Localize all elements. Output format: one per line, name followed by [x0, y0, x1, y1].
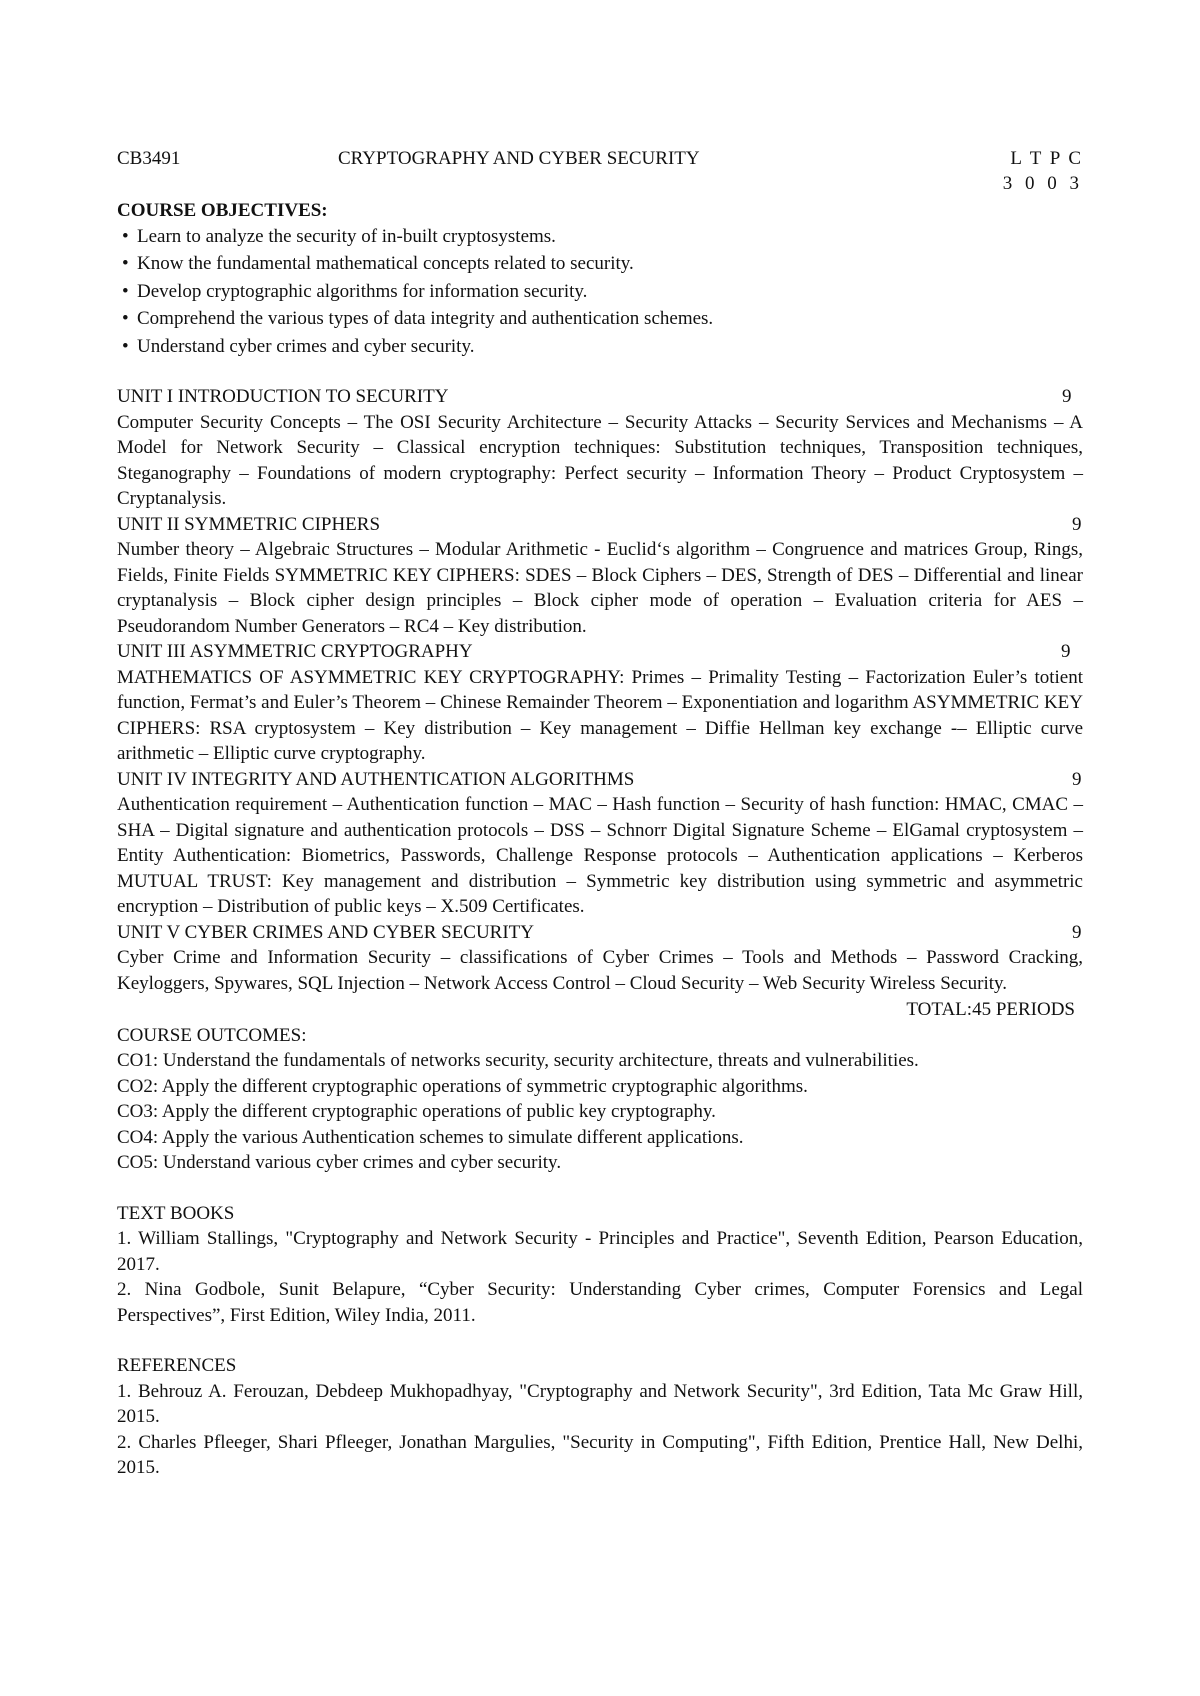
unit-4-title: [117, 767, 1083, 793]
reference-item: 1. Behrouz A. Ferouzan, Debdeep Mukhopadhyay, "Cryptography and Network Security", 3rd Edition, Tata Mc Graw Hill, 2015.: [117, 1380, 1083, 1427]
unit-hours: 9: [1061, 641, 1071, 662]
text-books-heading: TEXT BOOKS: [117, 1202, 235, 1224]
unit-2-content: Number theory – Algebraic Structures – Modular Arithmetic - Euclid‘s algorithm – Congruence and matrices Group, Rings, Fields, Finite Fields SYMMETRIC KEY CIPHERS: SDES – Block Ciphers – DES, Strength of DES – Differential and linear cryptanalysis – Block cipher design principles – Block cipher mode of operation – Evaluation criteria for AES – Pseudorandom Number Generators – RC4 – Key distribution.: [117, 539, 1083, 637]
unit-title-text: UNIT V CYBER CRIMES AND CYBER SECURITY: [117, 921, 535, 943]
references-heading: REFERENCES: [117, 1355, 237, 1376]
syllabus-page: [117, 146, 1083, 1481]
unit-hours: 9: [1072, 921, 1082, 943]
unit-2-title: [117, 512, 1083, 538]
course-title: CRYPTOGRAPHY AND CYBER SECURITY: [338, 148, 700, 169]
objective-text: Comprehend the various types of data integrity and authentication schemes.: [137, 308, 714, 329]
outcome-item: CO2: Apply the different cryptographic operations of symmetric cryptographic algorithms.: [117, 1075, 808, 1097]
unit-title-text: UNIT I INTRODUCTION TO SECURITY: [117, 386, 449, 407]
objective-text: Learn to analyze the security of in-built cryptosystems.: [137, 225, 556, 247]
unit-title-text: UNIT IV INTEGRITY AND AUTHENTICATION ALGORITHMS: [117, 768, 635, 790]
bullet-icon: •: [122, 225, 129, 247]
ltpc-labels: L T P C: [1010, 148, 1083, 169]
list-item: [117, 224, 1083, 252]
objective-text: Develop cryptographic algorithms for information security.: [137, 280, 588, 302]
objectives-list: [117, 224, 1083, 362]
unit-1-title: [117, 384, 1083, 410]
list-item: [117, 334, 1083, 362]
text-book-item: 1. William Stallings, "Cryptography and Network Security - Principles and Practice", Seventh Edition, Pearson Education, 2017.: [117, 1228, 1083, 1275]
text-book-item: 2. Nina Godbole, Sunit Belapure, “Cyber Security: Understanding Cyber crimes, Computer Forensics and Legal Perspectives”, First Edition, Wiley India, 2011.: [117, 1279, 1083, 1326]
total-periods: TOTAL:45 PERIODS: [906, 999, 1075, 1020]
unit-3-title: [117, 639, 1083, 665]
reference-item: 2. Charles Pfleeger, Shari Pfleeger, Jonathan Margulies, "Security in Computing", Fifth Edition, Prentice Hall, New Delhi, 2015.: [117, 1431, 1083, 1478]
bullet-icon: •: [122, 308, 129, 329]
objective-text: Know the fundamental mathematical concepts related to security.: [137, 253, 634, 274]
ltpc-values: 3 0 0 3: [1002, 173, 1083, 194]
unit-1-content: Computer Security Concepts – The OSI Security Architecture – Security Attacks – Security Services and Mechanisms – A Model for Network Security – Classical encryption techniques: Substitution techniques, Transposition techniques, Steganography – Foundations of modern cryptography: Perfect security – Information Theory – Product Cryptosystem – Cryptanalysis.: [117, 411, 1083, 509]
outcome-item: CO3: Apply the different cryptographic operations of public key cryptography.: [117, 1101, 716, 1122]
objective-text: Understand cyber crimes and cyber security.: [137, 335, 475, 357]
outcome-item: CO5: Understand various cyber crimes and cyber security.: [117, 1152, 562, 1173]
unit-hours: 9: [1072, 768, 1082, 790]
unit-5-title: [117, 920, 1083, 946]
objectives-heading: COURSE OBJECTIVES:: [117, 200, 328, 221]
list-item: [117, 279, 1083, 307]
unit-hours: 9: [1072, 513, 1082, 535]
bullet-icon: •: [122, 335, 129, 357]
course-header: [117, 146, 1083, 171]
unit-4-content: Authentication requirement – Authentication function – MAC – Hash function – Security of hash function: HMAC, CMAC – SHA – Digital signature and authentication protocols – DSS – Schnorr Digital Signature Scheme – ElGamal cryptosystem – Entity Authentication: Biometrics, Passwords, Challenge Response protocols – Authentication applications – Kerberos MUTUAL TRUST: Key management and distribution – Symmetric key distribution using symmetric and asymmetric encryption – Distribution of public keys – X.509 Certificates.: [117, 794, 1083, 917]
unit-title-text: UNIT III ASYMMETRIC CRYPTOGRAPHY: [117, 641, 473, 662]
bullet-icon: •: [122, 253, 129, 274]
list-item: [117, 251, 1083, 279]
unit-title-text: UNIT II SYMMETRIC CIPHERS: [117, 513, 381, 535]
unit-3-content: MATHEMATICS OF ASYMMETRIC KEY CRYPTOGRAPHY: Primes – Primality Testing – Factorization Euler’s totient function, Fermat’s and Euler’s Theorem – Chinese Remainder Theorem – Exponentiation and logarithm ASYMMETRIC KEY CIPHERS: RSA cryptosystem – Key distribution – Key management – Diffie Hellman key exchange -– Elliptic curve arithmetic – Elliptic curve cryptography.: [117, 666, 1083, 764]
outcome-item: CO4: Apply the various Authentication schemes to simulate different applications.: [117, 1126, 744, 1148]
unit-5-content: Cyber Crime and Information Security – classifications of Cyber Crimes – Tools and Methods – Password Cracking, Keyloggers, Spywares, SQL Injection – Network Access Control – Cloud Security – Web Security Wireless Security.: [117, 947, 1083, 994]
unit-hours: 9: [1062, 386, 1072, 407]
bullet-icon: •: [122, 280, 129, 302]
list-item: [117, 306, 1083, 334]
outcomes-heading: COURSE OUTCOMES:: [117, 1024, 307, 1046]
outcome-item: CO1: Understand the fundamentals of networks security, security architecture, threats and vulnerabilities.: [117, 1050, 919, 1071]
course-code: CB3491: [117, 148, 181, 169]
